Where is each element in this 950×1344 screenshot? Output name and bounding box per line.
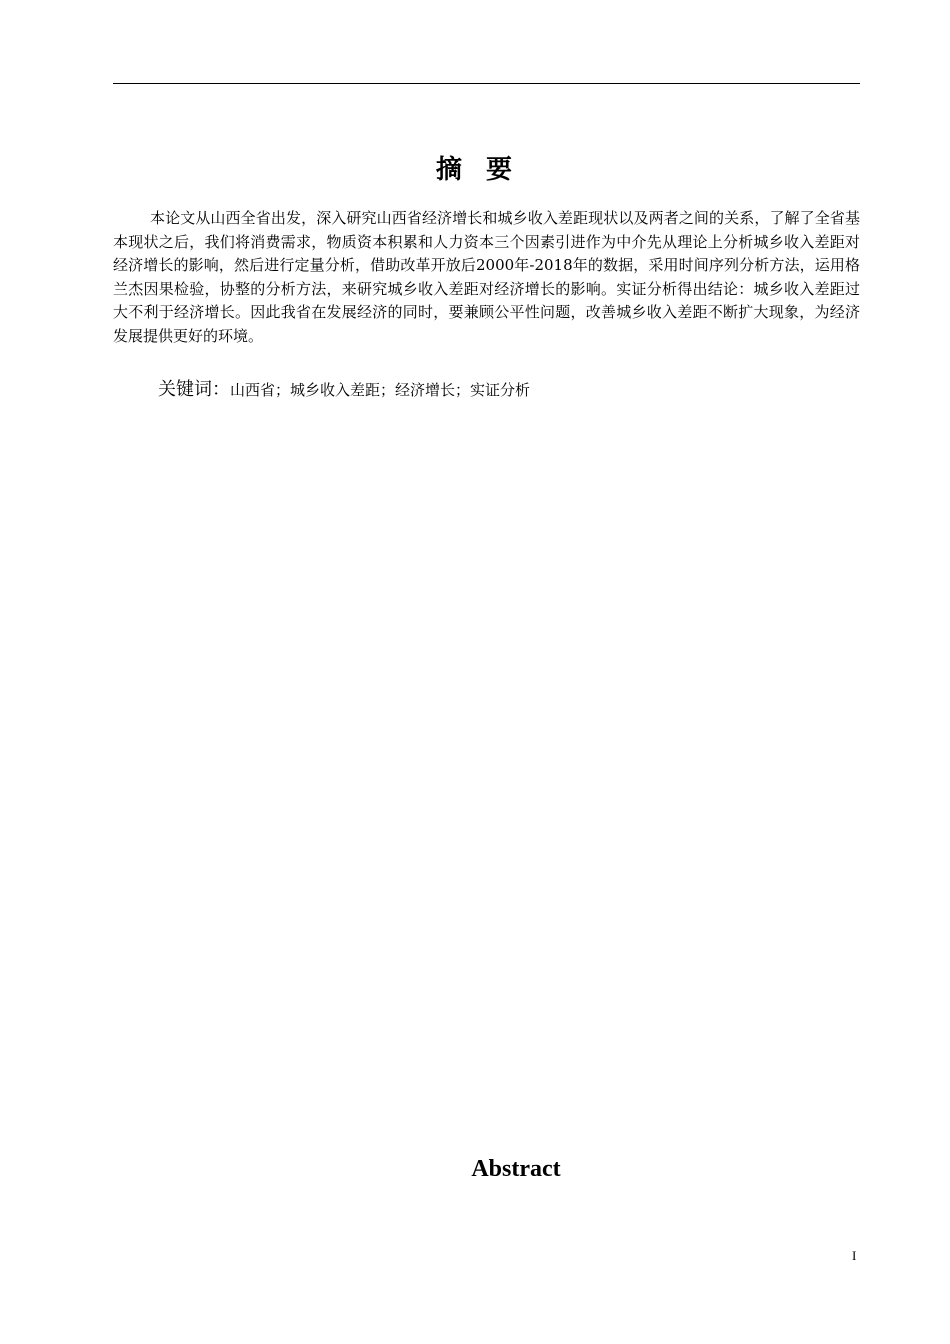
header-rule [113,83,860,84]
keywords-text: 山西省；城乡收入差距；经济增长；实证分析 [230,381,531,399]
page-number: I [852,1248,857,1263]
abstract-body-cn: 本论文从山西全省出发，深入研究山西省经济增长和城乡收入差距现状以及两者之间的关系，了解了全省基本现状之后，我们将消费需求，物质资本积累和人力资本三个因素引进作为中介先从理论上分析城乡收入差距对经济增长的影响，然后进行定量分析，借助改革开放后2000年-2018年的数据，采用时间序列分析方法，运用格兰杰因果检验，协整的分析方法，来研究城乡收入差距对经济增长的影响。实证分析得出结论：城乡收入差距过大不利于经济增长。因此我省在发展经济的同时，要兼顾公平性问题，改善城乡收入差距不断扩大现象，为经济发展提供更好的环境。 [113,209,860,345]
abstract-heading-cn: 摘 要 [435,155,515,185]
keywords-label: 关键词： [158,379,230,400]
abstract-heading-en: Abstract [471,1156,561,1182]
keywords-line [158,377,530,403]
